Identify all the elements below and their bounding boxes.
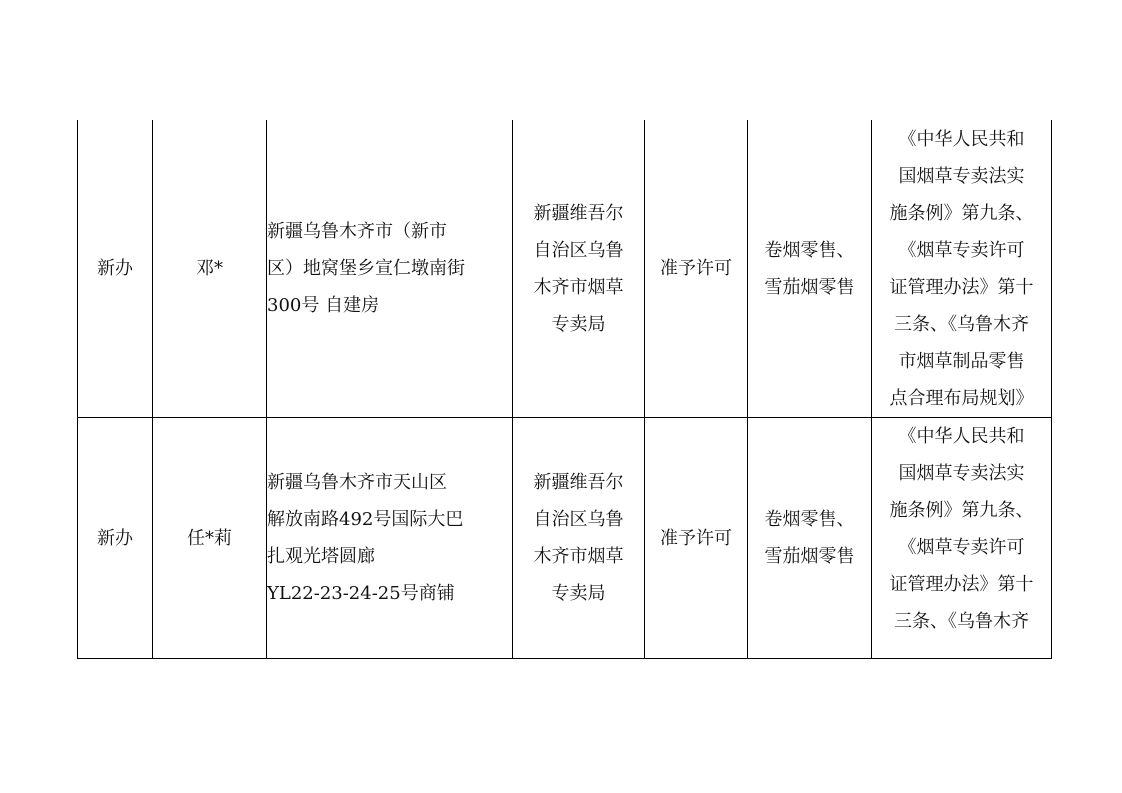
- legal-basis-cell: [872, 418, 1052, 659]
- applicant-name-cell: 邓*: [153, 120, 267, 418]
- basis-line: 证管理办法》第十: [889, 276, 1034, 298]
- basis-line: 点合理布局规划》: [889, 387, 1034, 409]
- legal-basis-cell: [872, 120, 1052, 418]
- basis-line: 三条、《乌鲁木齐: [894, 611, 1029, 632]
- basis-line: 证管理办法》第十: [889, 574, 1034, 595]
- license-type-cell: 新办: [78, 418, 153, 659]
- business-address-cell: [267, 418, 513, 659]
- scope-line: 卷烟零售、: [764, 239, 855, 261]
- authority-line: 自治区乌鲁: [533, 239, 624, 261]
- address-line: YL22-23-24-25号商铺: [267, 583, 455, 604]
- basis-line: 国烟草专卖法实: [898, 165, 1025, 187]
- authority-line: 木齐市烟草: [533, 546, 624, 567]
- authority-line: 自治区乌鲁: [533, 509, 624, 530]
- business-scope-cell: [748, 418, 872, 659]
- address-line: 新疆乌鲁木齐市（新市: [267, 221, 447, 242]
- address-line: 区）地窝堡乡宣仁墩南街: [267, 258, 465, 279]
- business-address-cell: [267, 120, 513, 418]
- authority-line: 新疆维吾尔: [533, 472, 624, 493]
- license-table: [77, 120, 1052, 659]
- decision-cell: 准予许可: [645, 418, 748, 659]
- basis-line: 《烟草专卖许可: [898, 239, 1025, 261]
- authority-line: 木齐市烟草: [533, 276, 624, 298]
- basis-line: 《中华人民共和: [898, 426, 1025, 447]
- address-line: 解放南路492号国际大巴: [267, 509, 464, 530]
- authority-line: 专卖局: [551, 313, 606, 335]
- applicant-name-cell: 任*莉: [153, 418, 267, 659]
- basis-line: 施条例》第九条、: [889, 202, 1034, 224]
- business-scope-cell: [748, 120, 872, 418]
- legal-basis-text: [872, 418, 1051, 658]
- basis-line: 市烟草制品零售: [898, 350, 1025, 372]
- scope-line: 雪茄烟零售: [764, 276, 855, 298]
- authority-line: 新疆维吾尔: [533, 202, 624, 224]
- address-line: 扎观光塔圆廊: [267, 546, 375, 567]
- address-line: 新疆乌鲁木齐市天山区: [267, 472, 447, 493]
- basis-line: 三条、《乌鲁木齐: [894, 313, 1029, 335]
- table-row: [78, 120, 1052, 418]
- basis-line: 施条例》第九条、: [889, 500, 1034, 521]
- issuing-authority-cell: [513, 418, 645, 659]
- basis-line: 《中华人民共和: [898, 128, 1025, 150]
- scope-line: 雪茄烟零售: [764, 546, 855, 567]
- basis-line: 《烟草专卖许可: [898, 537, 1025, 558]
- authority-line: 专卖局: [551, 583, 606, 604]
- decision-cell: 准予许可: [645, 120, 748, 418]
- scope-line: 卷烟零售、: [764, 509, 855, 530]
- issuing-authority-cell: [513, 120, 645, 418]
- license-type-cell: 新办: [78, 120, 153, 418]
- address-line: 300号 自建房: [267, 295, 380, 316]
- basis-line: 国烟草专卖法实: [898, 463, 1025, 484]
- table-row: [78, 418, 1052, 659]
